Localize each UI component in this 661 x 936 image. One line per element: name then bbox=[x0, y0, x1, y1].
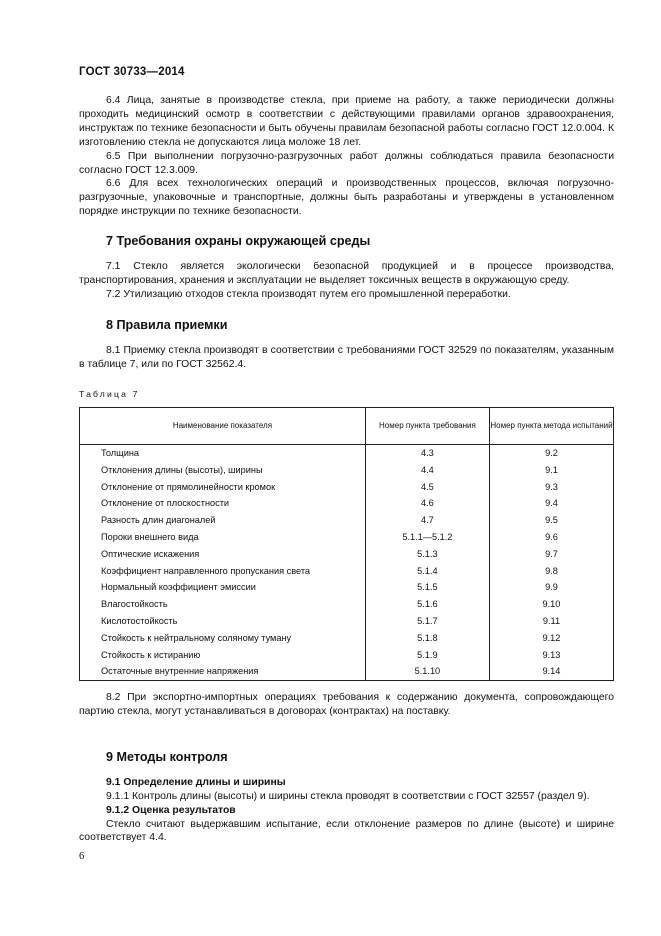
table-row bbox=[80, 529, 614, 546]
cell-requirement-clause: 5.1.8 bbox=[365, 629, 489, 646]
cell-test-method-clause: 9.12 bbox=[489, 629, 613, 646]
table-row bbox=[80, 596, 614, 613]
cell-indicator-name: Стойкость к нейтральному соляному туману bbox=[80, 629, 366, 646]
table-header-row bbox=[80, 407, 614, 444]
table-row bbox=[80, 545, 614, 562]
cell-requirement-clause: 4.6 bbox=[365, 495, 489, 512]
cell-test-method-clause: 9.4 bbox=[489, 495, 613, 512]
cell-test-method-clause: 9.2 bbox=[489, 444, 613, 461]
paragraph-8-1: 8.1 Приемку стекла производят в соответствии с требованиями ГОСТ 32529 по показателям, указанным в таблице 7, или по ГОСТ 32562.4. bbox=[79, 344, 614, 370]
document-body bbox=[79, 94, 614, 845]
table-row bbox=[80, 562, 614, 579]
cell-requirement-clause: 5.1.1—5.1.2 bbox=[365, 529, 489, 546]
cell-requirement-clause: 5.1.4 bbox=[365, 562, 489, 579]
cell-indicator-name: Остаточные внутренние напряжения bbox=[80, 663, 366, 680]
subsection-9-1-2-title: 9.1.2 Оценка результатов bbox=[106, 804, 236, 816]
cell-indicator-name: Толщина bbox=[80, 444, 366, 461]
paragraph-8-2: 8.2 При экспортно-импортных операциях требования к содержанию документа, сопровождающего партию стекла, могут устанавливаться в договорах (контрактах) на поставку. bbox=[79, 691, 614, 717]
cell-test-method-clause: 9.1 bbox=[489, 461, 613, 478]
paragraph-7-1: 7.1 Стекло является экологически безопасной продукцией и в процессе производства, транспортирования, хранения и эксплуатации не выделяет токсичных веществ в окружающую среду. bbox=[79, 261, 614, 287]
cell-test-method-clause: 9.10 bbox=[489, 596, 613, 613]
paragraph-6-5: 6.5 При выполнении погрузочно-разгрузочных работ должны соблюдаться правила безопасности согласно ГОСТ 12.3.009. bbox=[79, 150, 614, 176]
cell-test-method-clause: 9.13 bbox=[489, 646, 613, 663]
header-requirement-clause: Номер пункта требования bbox=[365, 407, 489, 444]
cell-requirement-clause: 4.7 bbox=[365, 512, 489, 529]
cell-requirement-clause: 4.3 bbox=[365, 444, 489, 461]
section-7-title: 7 Требования охраны окружающей среды bbox=[106, 234, 371, 249]
cell-test-method-clause: 9.9 bbox=[489, 579, 613, 596]
cell-requirement-clause: 5.1.6 bbox=[365, 596, 489, 613]
subsection-9-1-title: 9.1 Определение длины и ширины bbox=[106, 776, 286, 788]
header-test-method-clause: Номер пункта метода испытаний bbox=[489, 407, 613, 444]
cell-indicator-name: Отклонение от прямолинейности кромок bbox=[80, 478, 366, 495]
cell-indicator-name: Оптические искажения bbox=[80, 545, 366, 562]
table-row bbox=[80, 613, 614, 630]
table-row bbox=[80, 629, 614, 646]
table-row bbox=[80, 444, 614, 461]
cell-requirement-clause: 5.1.5 bbox=[365, 579, 489, 596]
page-number: 6 bbox=[79, 851, 85, 862]
table-caption: Таблица 7 bbox=[79, 388, 140, 399]
cell-test-method-clause: 9.7 bbox=[489, 545, 613, 562]
table-row bbox=[80, 478, 614, 495]
cell-requirement-clause: 5.1.7 bbox=[365, 613, 489, 630]
table-row bbox=[80, 646, 614, 663]
cell-requirement-clause: 4.5 bbox=[365, 478, 489, 495]
header-indicator-name: Наименование показателя bbox=[80, 407, 366, 444]
table-row bbox=[80, 512, 614, 529]
section-9-title: 9 Методы контроля bbox=[106, 749, 228, 764]
table-row bbox=[80, 461, 614, 478]
cell-indicator-name: Разность длин диагоналей bbox=[80, 512, 366, 529]
cell-test-method-clause: 9.8 bbox=[489, 562, 613, 579]
cell-test-method-clause: 9.6 bbox=[489, 529, 613, 546]
paragraph-6-6: 6.6 Для всех технологических операций и производственных процессов, включая погрузочно-разгрузочные, упаковочные и транспортные, должны быть разработаны и утверждены в установленном порядке инструкции по технике безопасности. bbox=[79, 178, 614, 218]
cell-indicator-name: Нормальный коэффициент эмиссии bbox=[80, 579, 366, 596]
cell-test-method-clause: 9.5 bbox=[489, 512, 613, 529]
cell-requirement-clause: 5.1.3 bbox=[365, 545, 489, 562]
cell-indicator-name: Коэффициент направленного пропускания света bbox=[80, 562, 366, 579]
cell-indicator-name: Отклонения длины (высоты), ширины bbox=[80, 461, 366, 478]
cell-requirement-clause: 5.1.10 bbox=[365, 663, 489, 680]
cell-test-method-clause: 9.3 bbox=[489, 478, 613, 495]
table-row bbox=[80, 579, 614, 596]
paragraph-7-2: 7.2 Утилизацию отходов стекла производят путем его промышленной переработки. bbox=[106, 288, 511, 300]
table-7 bbox=[79, 407, 614, 681]
cell-indicator-name: Пороки внешнего вида bbox=[80, 529, 366, 546]
cell-requirement-clause: 4.4 bbox=[365, 461, 489, 478]
cell-indicator-name: Влагостойкость bbox=[80, 596, 366, 613]
cell-indicator-name: Отклонение от плоскостности bbox=[80, 495, 366, 512]
paragraph-6-4: 6.4 Лица, занятые в производстве стекла, при приеме на работу, а также периодически должны проходить медицинский осмотр в соответствии с действующими правилами органов здравоохранения, инструктаж по технике безопасности и быть обучены правилам безопасной работы согласно ГОСТ 12.0.004. К изготовлению стекла не допускаются лица моложе 18 лет. bbox=[79, 95, 614, 148]
cell-indicator-name: Стойкость к истиранию bbox=[80, 646, 366, 663]
paragraph-9-1-1: 9.1.1 Контроль длины (высоты) и ширины стекла проводят в соответствии с ГОСТ 32557 (раздел 9). bbox=[106, 790, 590, 802]
table-row bbox=[80, 495, 614, 512]
cell-indicator-name: Кислотостойкость bbox=[80, 613, 366, 630]
cell-test-method-clause: 9.14 bbox=[489, 663, 613, 680]
paragraph-result: Стекло считают выдержавшим испытание, если отклонение размеров по длине (высоте) и ширине соответствует 4.4. bbox=[79, 818, 614, 844]
section-8-title: 8 Правила приемки bbox=[106, 317, 228, 332]
table-row bbox=[80, 663, 614, 680]
table-body bbox=[80, 444, 614, 680]
cell-test-method-clause: 9.11 bbox=[489, 613, 613, 630]
cell-requirement-clause: 5.1.9 bbox=[365, 646, 489, 663]
document-header: ГОСТ 30733—2014 bbox=[79, 66, 185, 78]
